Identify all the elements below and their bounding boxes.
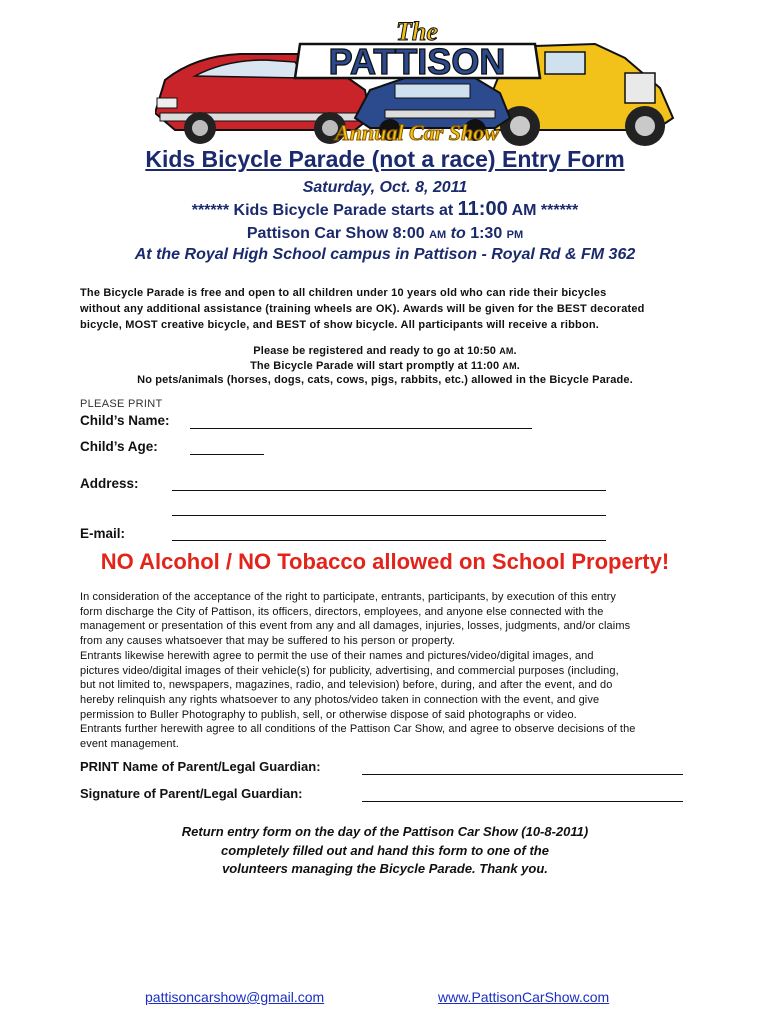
return-instructions [0, 823, 770, 879]
rule-start [0, 359, 770, 374]
rule-text: Please be registered and ready to go at 10:50 [253, 345, 500, 357]
guardian-name-field[interactable] [362, 774, 683, 775]
start-prefix: ****** Kids Bicycle Parade starts at [191, 202, 458, 219]
start-time: 11:00 [457, 198, 508, 220]
parade-start-line [0, 198, 770, 221]
start-suffix: ****** [536, 202, 579, 219]
liability-waiver [80, 590, 705, 752]
waiver-line: permission to Buller Photography to publish, sell, or otherwise dispose of said photographs or video. [80, 708, 577, 721]
event-location: At the Royal High School campus in Pattison - Royal Rd & FM 362 [134, 246, 636, 263]
rule-am: AM [502, 360, 517, 371]
contact-email-link[interactable]: pattisoncarshow@gmail.com [145, 989, 325, 1005]
please-print-note: PLEASE PRINT [80, 398, 163, 410]
logo-script: The [396, 18, 438, 46]
childs-name-field[interactable] [190, 428, 532, 429]
waiver-line: form discharge the City of Pattison, its officers, directors, employees, and anyone else connected with the [80, 605, 604, 618]
waiver-line: Entrants likewise herewith agree to permit the use of their names and pictures/video/digital images, and [80, 649, 594, 662]
email-label: E-mail: [80, 526, 126, 541]
rule-am: AM [499, 346, 514, 356]
guardian-signature-field[interactable] [362, 801, 683, 802]
parade-rules [0, 344, 770, 388]
intro-line: The Bicycle Parade is free and open to all children under 10 years old who can ride their bicycles [80, 287, 607, 299]
guardian-signature-label: Signature of Parent/Legal Guardian: [80, 786, 303, 801]
email-field[interactable] [172, 540, 606, 541]
logo-graphic [155, 18, 675, 153]
rule-suffix: . [516, 359, 520, 372]
address-field-line1[interactable] [172, 490, 606, 491]
hours-to: to [446, 225, 471, 242]
hours-prefix: Pattison Car Show 8:00 [246, 225, 430, 242]
address-field-line2[interactable] [172, 515, 606, 516]
return-line: completely filled out and hand this form to one of the [221, 842, 549, 858]
car-show-logo [155, 18, 675, 153]
address-label: Address: [80, 476, 139, 491]
waiver-line: from any causes whatsoever that may be suffered to his person or property. [80, 635, 456, 648]
intro-paragraph [80, 285, 705, 333]
car-show-hours [0, 225, 770, 243]
rule-text: The Bicycle Parade will start promptly at 11:00 [250, 359, 503, 372]
waiver-line: pictures video/digital images of their vehicle(s) for publicity, advertising, and commercial purposes (including, [80, 664, 619, 677]
childs-age-label: Child’s Age: [80, 439, 158, 454]
guardian-print-label: PRINT Name of Parent/Legal Guardian: [80, 759, 321, 774]
intro-line: bicycle, MOST creative bicycle, and BEST of show bicycle. All participants will receive a ribbon. [80, 319, 600, 331]
waiver-line: hereby relinquish any rights whatsoever to any photos/video taken in connection with the event, and give [80, 693, 600, 706]
hours-pm: PM [506, 229, 524, 241]
return-line: Return entry form on the day of the Pattison Car Show (10-8-2011) [181, 824, 589, 839]
childs-age-field[interactable] [190, 454, 264, 455]
logo-subtitle: Annual Car Show [335, 120, 499, 145]
rule-register [0, 344, 770, 359]
waiver-line: but not limited to, newspapers, magazines, radio, and television) before, during, and after the event, and do [80, 679, 613, 692]
childs-name-label: Child’s Name: [80, 413, 170, 428]
return-line: volunteers managing the Bicycle Parade. Thank you. [222, 861, 548, 876]
rule-suffix: . [513, 345, 517, 357]
form-title: Kids Bicycle Parade (not a race) Entry Form [145, 146, 625, 172]
no-alcohol-warning: NO Alcohol / NO Tobacco allowed on School Property! [100, 549, 670, 574]
rule-no-pets: No pets/animals (horses, dogs, cats, cows, pigs, rabbits, etc.) allowed in the Bicycle Parade. [137, 374, 633, 386]
hours-am: AM [429, 229, 447, 241]
waiver-line: management or presentation of this event from any and all damages, injuries, losses, judgments, and/or claims [80, 620, 631, 633]
start-ampm: AM [511, 202, 537, 219]
hours-end: 1:30 [470, 225, 507, 242]
event-date: Saturday, Oct. 8, 2011 [302, 179, 468, 196]
website-link[interactable]: www.PattisonCarShow.com [438, 989, 610, 1005]
waiver-line: event management. [80, 738, 179, 751]
waiver-line: Entrants further herewith agree to all conditions of the Pattison Car Show, and agree to observe decisions of the [80, 723, 636, 736]
logo-title: PATTISON [328, 41, 506, 82]
waiver-line: In consideration of the acceptance of the right to participate, entrants, participants, by execution of this entry [80, 591, 617, 603]
intro-line: without any additional assistance (training wheels are OK). Awards will be given for the BEST decorated [80, 303, 645, 315]
